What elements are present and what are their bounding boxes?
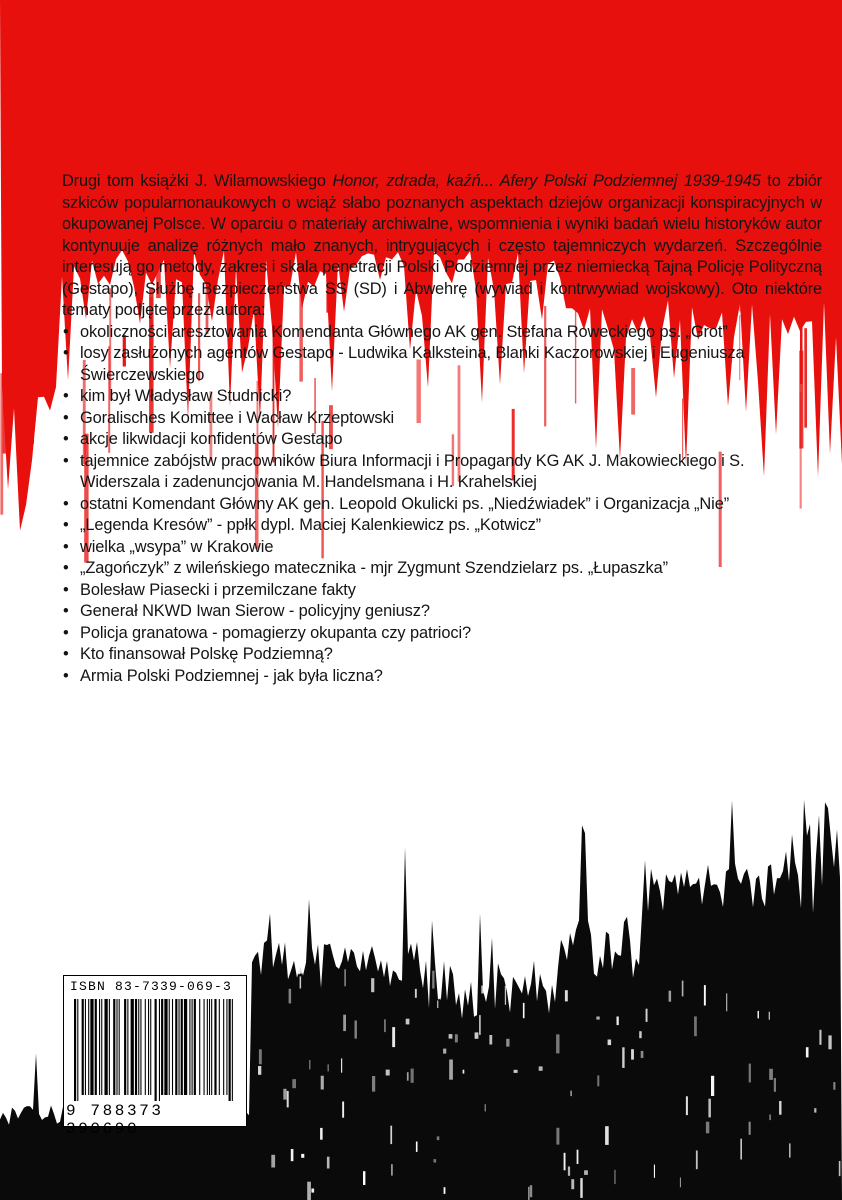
skyline-window <box>789 1143 790 1157</box>
barcode-bar <box>124 999 126 1095</box>
skyline-window <box>301 1154 304 1158</box>
barcode-bar <box>145 999 146 1095</box>
barcode-bar <box>194 999 196 1095</box>
skyline-window <box>406 1019 410 1025</box>
barcode-bar <box>232 999 233 1101</box>
skyline-window <box>307 1182 311 1200</box>
barcode-bar <box>209 999 210 1095</box>
skyline-window <box>384 1019 385 1032</box>
skyline-window <box>320 1128 323 1140</box>
skyline-window <box>517 951 520 972</box>
skyline-window <box>769 1069 773 1080</box>
skyline-window <box>415 989 417 998</box>
skyline-window <box>444 1187 446 1194</box>
skyline-window <box>443 1049 446 1054</box>
skyline-window <box>646 1009 648 1022</box>
skyline-window <box>523 1003 525 1018</box>
skyline-window <box>577 1150 579 1164</box>
skyline-window <box>344 969 345 986</box>
barcode-bar <box>161 999 163 1095</box>
barcode-bar <box>99 999 100 1095</box>
barcode-bar <box>150 999 151 1095</box>
barcode-bar <box>164 999 167 1095</box>
skyline-window <box>631 1049 634 1059</box>
skyline-window <box>774 1078 776 1092</box>
skyline-window <box>291 1149 294 1161</box>
barcode-bar <box>101 999 102 1095</box>
skyline-window <box>528 1187 529 1200</box>
skyline-window <box>343 1015 346 1031</box>
list-item: • Policja granatowa - pomagierzy okupanta czy patrioci? <box>62 623 822 645</box>
skyline-window <box>391 1164 393 1175</box>
skyline-window <box>608 1040 612 1046</box>
skyline-window <box>434 1159 437 1162</box>
barcode-bar <box>77 999 78 1101</box>
skyline-window <box>432 971 434 989</box>
isbn-barcode-box <box>63 975 247 1138</box>
list-item: • ostatni Komendant Główny AK gen. Leopold Okulicki ps. „Niedźwiadek” i Organizacja „Nie” <box>62 494 822 516</box>
isbn-label: ISBN 83-7339-069-3 <box>70 979 233 994</box>
barcode-bar <box>192 999 193 1095</box>
barcode-bar <box>178 999 179 1095</box>
skyline-window <box>711 1076 714 1096</box>
skyline-window <box>617 1017 619 1026</box>
barcode-bar <box>148 999 149 1095</box>
skyline-window <box>489 1035 492 1045</box>
barcode-bar <box>135 999 137 1095</box>
intro-text-rest: to zbiór szkiców popularnonaukowych o wciąż słabo poznanych aspektach dziejów organizacji konspiracyjnych w okupowanej Polsce. W oparciu o materiały archiwalne, wspomnienia i wyniki badań wielu historyków autor kontynuuje analizę różnych mało znanych, intrygujących i często tajemniczych wydarzeń. Szczególnie interesują go metody, zakres i skala penetracji Polski Podziemnej przez niemiecką Tajną Policję Polityczną (Gestapo), Służbę Bezpieczeństwa SS (SD) i Abwehrę (wywiad i kontrwywiad wojskowy). Oto niektóre tematy podjęte przez autora: <box>62 172 822 319</box>
barcode-bar <box>109 999 110 1095</box>
skyline-window <box>597 1075 599 1086</box>
list-item: • wielka „wsypa” w Krakowie <box>62 537 822 559</box>
skyline-window <box>449 1034 453 1039</box>
barcode-bar <box>211 999 212 1095</box>
skyline-window <box>779 1101 781 1115</box>
barcode-bar <box>113 999 115 1095</box>
skyline-window <box>641 1051 644 1058</box>
barcode-bar <box>155 999 157 1101</box>
skyline-window <box>392 1027 395 1047</box>
skyline-window <box>259 1049 262 1064</box>
list-item: • kim był Władysław Studnicki? <box>62 386 822 408</box>
skyline-window <box>463 1070 465 1074</box>
barcode-bar <box>226 999 227 1095</box>
skyline-window <box>372 1076 375 1092</box>
skyline-window <box>769 1115 771 1121</box>
barcode-bar <box>229 999 231 1101</box>
skyline-window <box>258 1066 261 1075</box>
barcode-bar <box>74 999 76 1101</box>
skyline-window <box>437 1136 440 1140</box>
barcode-bar <box>140 999 141 1095</box>
skyline-window <box>440 986 441 1000</box>
skyline-window <box>694 1016 697 1036</box>
skyline-window <box>680 1178 681 1188</box>
skyline-window <box>297 955 300 974</box>
skyline-window <box>475 1032 479 1038</box>
skyline-window <box>669 991 672 1002</box>
skyline-window <box>696 1151 698 1170</box>
skyline-window <box>514 1070 518 1073</box>
skyline-window <box>539 1066 543 1070</box>
skyline-window <box>271 1155 275 1168</box>
skyline-window <box>726 993 727 1011</box>
barcode <box>74 999 236 1101</box>
skyline-window <box>505 986 506 1005</box>
barcode-bar <box>181 999 183 1095</box>
barcode-bar <box>204 999 205 1095</box>
barcode-bar <box>88 999 89 1095</box>
skyline-window <box>386 1070 390 1076</box>
skyline-window <box>390 1126 392 1144</box>
skyline-window <box>704 985 706 1005</box>
barcode-bar <box>131 999 134 1095</box>
skyline-window <box>686 1096 688 1115</box>
skyline-window <box>556 1034 559 1053</box>
barcode-bar <box>159 999 160 1101</box>
barcode-bar <box>199 999 200 1095</box>
skyline-window <box>708 1099 711 1118</box>
skyline-window <box>506 1039 509 1047</box>
barcode-bar <box>119 999 120 1095</box>
skyline-window <box>327 1157 330 1169</box>
barcode-bar <box>175 999 177 1095</box>
list-item: • okoliczności aresztowania Komendanta Głównego AK gen. Stefana Roweckiego ps. „Grot” <box>62 322 822 344</box>
skyline-window <box>565 990 568 1001</box>
skyline-window <box>769 1012 770 1020</box>
list-item: • Kto finansował Polskę Podziemną? <box>62 644 822 666</box>
skyline-window <box>341 1058 342 1072</box>
barcode-bar <box>207 999 208 1095</box>
skyline-window <box>749 1122 751 1135</box>
barcode-bar <box>104 999 107 1095</box>
skyline-window <box>449 1060 453 1080</box>
skyline-window <box>287 1091 289 1107</box>
skyline-window <box>530 1185 532 1197</box>
barcode-bar <box>82 999 84 1095</box>
skyline-window <box>605 1126 609 1145</box>
skyline-window <box>568 1167 570 1176</box>
skyline-window <box>584 1170 588 1175</box>
skyline-window <box>371 978 374 992</box>
skyline-window <box>355 1021 357 1039</box>
list-item: • Goralisches Komittee i Wacław Krzeptowski <box>62 408 822 430</box>
skyline-window <box>806 1047 809 1057</box>
skyline-window <box>328 1064 329 1071</box>
barcode-bar <box>184 999 187 1095</box>
skyline-window <box>564 1153 566 1171</box>
skyline-window <box>479 1015 481 1035</box>
skyline-window <box>828 1035 831 1049</box>
skyline-window <box>481 986 484 994</box>
barcode-bar <box>172 999 173 1095</box>
barcode-bar <box>90 999 93 1095</box>
skyline-window <box>321 1076 324 1090</box>
list-item: • „Zagończyk” z wileńskiego matecznika - mjr Zygmunt Szendzielarz ps. „Łupaszka” <box>62 558 822 580</box>
intro-paragraph <box>62 171 822 322</box>
skyline-window <box>455 1034 458 1042</box>
skyline-window <box>833 1082 835 1090</box>
skyline-window <box>437 1001 438 1009</box>
skyline-window <box>289 989 292 1004</box>
skyline-window <box>639 1031 642 1038</box>
skyline-window <box>416 1142 418 1152</box>
skyline-window <box>654 1165 655 1178</box>
skyline-window <box>682 981 684 997</box>
skyline-window <box>342 1102 344 1118</box>
barcode-bar <box>116 999 117 1095</box>
skyline-window <box>814 1108 816 1112</box>
barcode-bar <box>169 999 170 1095</box>
list-item: • Generał NKWD Iwan Sierow - policyjny geniusz? <box>62 601 822 623</box>
skyline-window <box>309 1060 311 1069</box>
list-item: • „Legenda Kresów” - ppłk dypl. Maciej Kalenkiewicz ps. „Kotwicz” <box>62 515 822 537</box>
list-item: • losy zasłużonych agentów Gestapo - Ludwika Kalksteina, Blanki Kaczorowskiej i Eugeniusza Świerczewskiego <box>62 343 822 386</box>
skyline-window <box>570 1091 572 1097</box>
skyline-window <box>622 1047 624 1068</box>
barcode-bar <box>219 999 220 1095</box>
barcode-bar <box>138 999 139 1095</box>
skyline-window <box>407 1072 409 1081</box>
skyline-window <box>571 1179 574 1189</box>
book-title-reference: Honor, zdrada, kaźń... Afery Polski Podziemnej 1939-1945 <box>332 172 761 190</box>
barcode-bar <box>189 999 190 1095</box>
list-item: • Bolesław Piasecki i przemilczane fakty <box>62 580 822 602</box>
barcode-bar <box>85 999 86 1095</box>
skyline-window <box>556 1128 559 1145</box>
skyline-window <box>596 1017 599 1020</box>
isbn-digits: 9 788373 390690 <box>66 1102 164 1138</box>
list-item: • akcje likwidacji konfidentów Gestapo <box>62 429 822 451</box>
topics-list <box>62 322 822 688</box>
skyline-window <box>839 1161 841 1176</box>
barcode-bar <box>223 999 224 1095</box>
skyline-window <box>614 1170 615 1184</box>
skyline-window <box>292 1079 296 1088</box>
skyline-window <box>758 1011 760 1019</box>
skyline-window <box>749 1064 751 1083</box>
description-block <box>62 171 822 687</box>
skyline-window <box>300 976 302 988</box>
list-item: • tajemnice zabójstw pracowników Biura Informacji i Propagandy KG AK J. Makowieckiego i S. Widerszala i zadenuncjowania M. Handelsmana i H. Krahelskiej <box>62 451 822 494</box>
list-item: • Armia Polski Podziemnej - jak była liczna? <box>62 666 822 688</box>
skyline-window <box>485 1104 486 1111</box>
skyline-window <box>411 1069 414 1083</box>
skyline-window <box>363 1171 365 1185</box>
barcode-bar <box>127 999 128 1095</box>
skyline-window <box>741 1139 742 1160</box>
skyline-window <box>706 1122 709 1134</box>
barcode-bar <box>214 999 216 1095</box>
skyline-window <box>580 1178 582 1198</box>
barcode-bar <box>95 999 97 1095</box>
skyline-window <box>819 1030 821 1045</box>
skyline-window <box>283 1089 286 1100</box>
intro-text-start: Drugi tom książki J. Wilamowskiego <box>62 172 333 190</box>
skyline-window <box>311 1189 314 1193</box>
